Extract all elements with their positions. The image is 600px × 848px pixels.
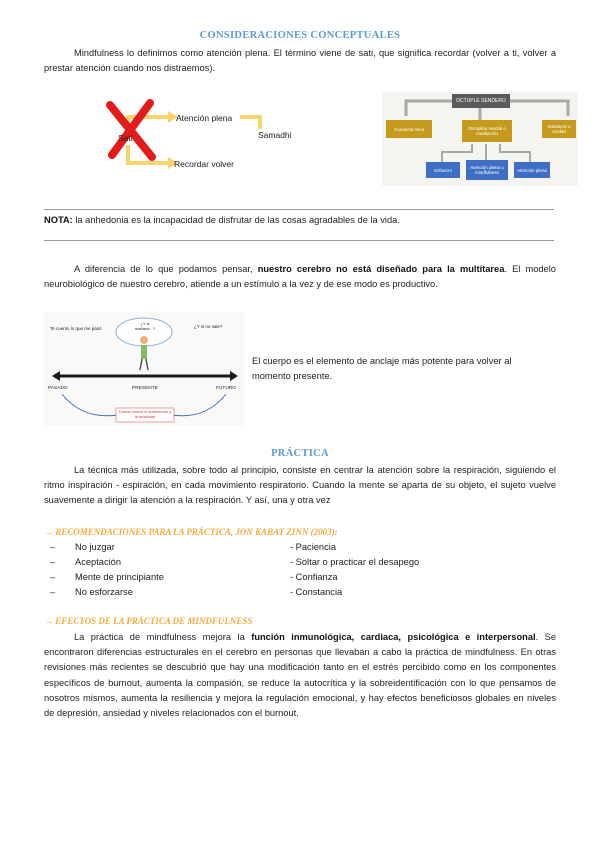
- recommendations-list-left: [50, 540, 280, 600]
- list-item: - Confianza: [290, 572, 338, 582]
- note-text: la anhedonia es la incapacidad de disfrutar de las cosas agradables de la vida.: [72, 215, 400, 225]
- list-item: - Constancia: [290, 587, 343, 597]
- suffering-note: Donde ocurre el sufrimiento y la ansiedad: [118, 409, 172, 419]
- list-item: – No juzgar: [50, 542, 115, 552]
- intro-paragraph: Mindfulness lo definimos como atención plena. El término viene de sati, que significa recordar (volver a ti, volver a prestar atención cuando nos distraemos).: [44, 48, 556, 74]
- past-thought-note: Te cuento lo que me pasó: [50, 326, 102, 331]
- effects-text-a: La práctica de mindfulness mejora la: [74, 632, 252, 642]
- disciplina-mental-box: Disciplina mental o meditación: [462, 120, 512, 142]
- recordar-volver-label: Recordar volver: [174, 159, 234, 169]
- recommendations-list-right: [290, 540, 540, 600]
- thought-cloud: ¿Y si mañana...?: [134, 321, 155, 331]
- samadhi-label: Samadhi: [258, 130, 292, 140]
- effects-title: → EFECTOS DE LA PRÁCTICA DE MINDFULNESS: [44, 616, 253, 626]
- list-item: – Aceptación: [50, 557, 121, 567]
- note-label: NOTA:: [44, 215, 73, 225]
- mindfulness-box: Atención plena o mindfulness: [466, 160, 508, 180]
- esfuerzo-box: Esfuerzo: [426, 162, 460, 178]
- list-item: – Mente de principiante: [50, 572, 164, 582]
- practice-paragraph: La técnica más utilizada, sobre todo al principio, consiste en centrar la atención sobre la respiración, siguiendo el ritmo inspiración - espiración, en cada movimiento respiratorio. Cuando la mente se aparta de su objeto, el sujeto vuelve suavemente a dirigir la atención a la respiración. Y así, una y otra vez: [44, 465, 556, 506]
- divider-bottom: [44, 240, 554, 241]
- octuple-sendero-diagram: [382, 92, 578, 186]
- octuple-sendero-box: OCTUPLE SENDERO: [452, 94, 510, 108]
- future-thought-note: ¿Y si no sale?: [194, 324, 223, 329]
- recommendations-title: → RECOMENDACIONES PARA LA PRÁCTICA, JON KABAT ZINN (2003):: [44, 527, 338, 537]
- multitask-text-b: . El modelo neurobiológico de nuestro cerebro, atiende a un estímulo a la vez y de ese modo es productivo.: [44, 264, 556, 290]
- effects-paragraph: [44, 630, 556, 721]
- futuro-label: FUTURO: [216, 386, 236, 391]
- section-title-conceptual: CONSIDERACIONES CONCEPTUALES: [199, 30, 401, 41]
- multitask-text-a: A diferencia de lo que podamos pensar,: [74, 264, 258, 274]
- conducta-etica-box: Conducta ética: [386, 120, 432, 138]
- note: [44, 215, 400, 225]
- presente-label: PRESENTE: [132, 386, 158, 391]
- list-item: - Soltar o practicar el desapego: [290, 557, 420, 567]
- multitask-bold: nuestro cerebro no está diseñado para la multitarea: [257, 264, 505, 274]
- sati-diagram: [100, 95, 310, 185]
- multitask-paragraph: [44, 262, 556, 292]
- timeline-diagram: [44, 312, 244, 426]
- body-anchor-caption: El cuerpo es el elemento de anclaje más potente para volver al momento presente.: [252, 356, 512, 381]
- list-item: – No esforzarse: [50, 587, 133, 597]
- effects-text-b: . Se encontraron diferencias estructurales en el cerebro en personas que llevaban a cabo la práctica de mindfulness. En otras revisiones más recientes se descubrió que hay una modificación tanto en el estrés percibido como en los componentes específicos de burnout, aumenta la compasión, se reduce la autocrítica y la sobreidentificación con lo que pensamos de nosotros mismos, aumenta la resiliencia y mejora la regulación emocional, y hay efectos beneficiosos globales en niveles de depresión, ansiedad y niveles relacionados con el burnout.: [44, 632, 556, 719]
- divider-top: [44, 209, 554, 210]
- sati-label: Sati: [118, 133, 133, 143]
- sabiduria-box: Sabiduría o verdad: [542, 120, 576, 138]
- atencion-plena-label: Atención plena: [176, 113, 233, 123]
- section-title-practica: PRÁCTICA: [271, 448, 329, 459]
- atencion-plena-box: Atención plena: [514, 162, 550, 178]
- effects-bold: función inmunológica, cardiaca, psicológica e interpersonal: [251, 632, 536, 642]
- list-item: - Paciencia: [290, 542, 336, 552]
- pasado-label: PASADO: [48, 386, 68, 391]
